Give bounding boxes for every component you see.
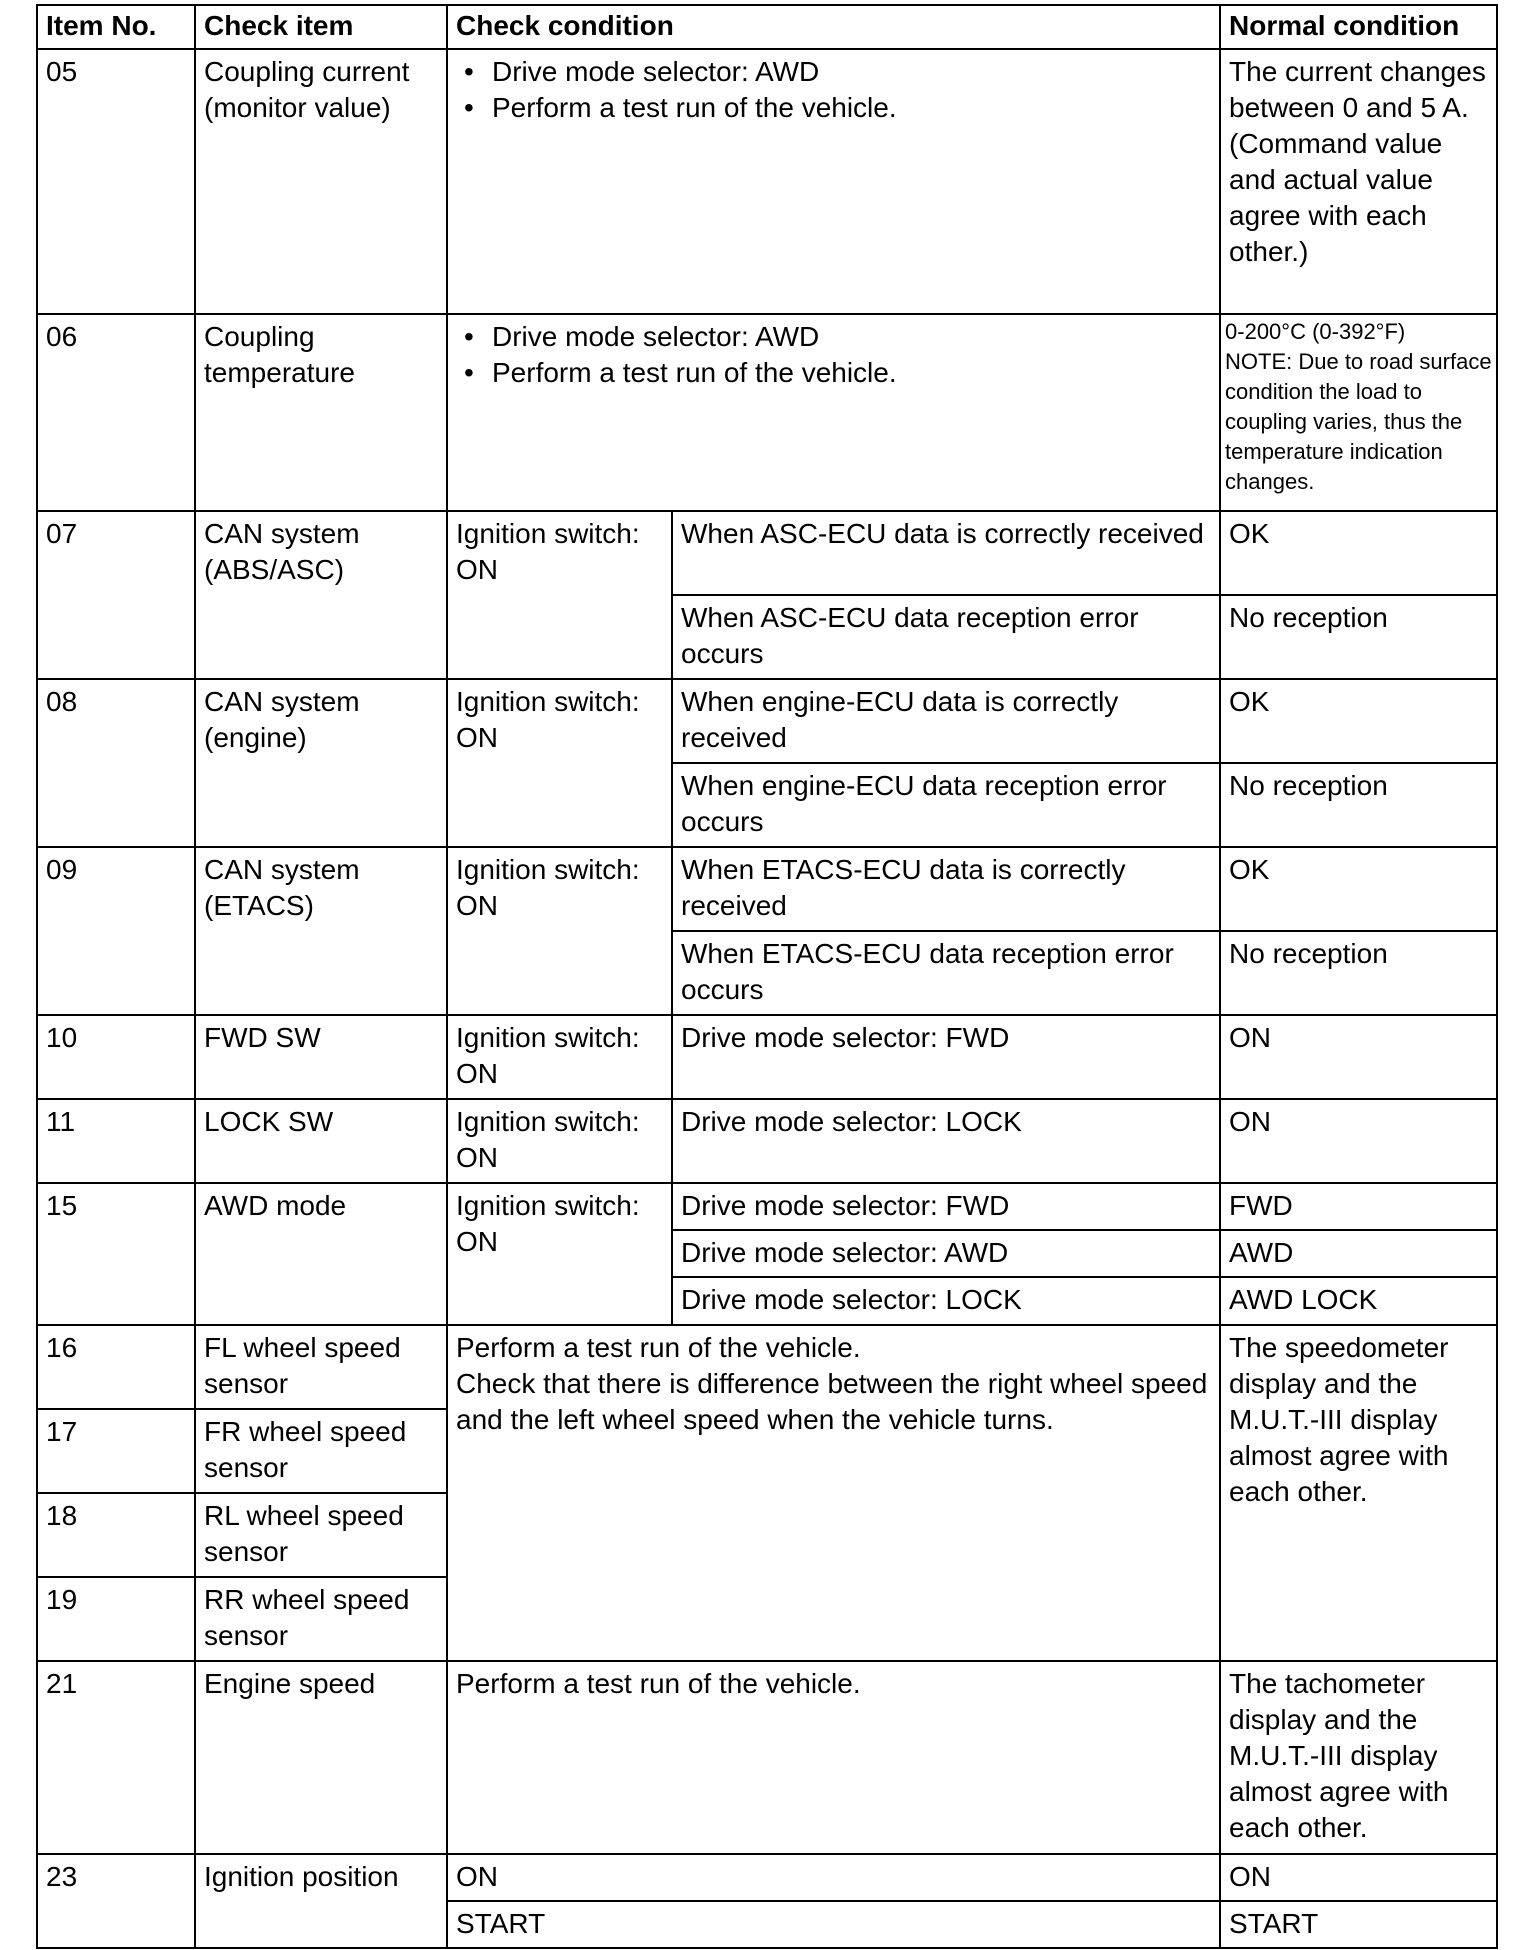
check-item: Coupling temperature: [195, 314, 447, 511]
item-no: 10: [37, 1015, 195, 1099]
item-no: 16: [37, 1325, 195, 1409]
check-table: [36, 4, 1498, 1949]
normal-condition: No reception: [1220, 931, 1497, 1015]
ignition-condition: Ignition switch: ON: [447, 511, 672, 679]
normal-condition: START: [1220, 1901, 1497, 1948]
sub-condition: Drive mode selector: FWD: [672, 1183, 1220, 1230]
normal-condition: No reception: [1220, 595, 1497, 679]
item-no: 08: [37, 679, 195, 847]
check-condition: START: [447, 1901, 1220, 1948]
ignition-condition: Ignition switch: ON: [447, 847, 672, 1015]
sub-condition: Drive mode selector: LOCK: [672, 1099, 1220, 1183]
normal-condition: OK: [1220, 847, 1497, 931]
sub-condition: Drive mode selector: FWD: [672, 1015, 1220, 1099]
normal-condition: ON: [1220, 1099, 1497, 1183]
check-item: CAN system (ABS/ASC): [195, 511, 447, 679]
ignition-condition: Ignition switch: ON: [447, 1183, 672, 1325]
sub-condition: When ETACS-ECU data reception error occurs: [672, 931, 1220, 1015]
normal-condition: The current changes between 0 and 5 A. (Command value and actual value agree with each other.): [1220, 49, 1497, 314]
check-condition: ON: [447, 1854, 1220, 1901]
item-no: 21: [37, 1661, 195, 1854]
item-no: 15: [37, 1183, 195, 1325]
item-no: 06: [37, 314, 195, 511]
check-item: Coupling current (monitor value): [195, 49, 447, 314]
check-condition: [447, 1325, 1220, 1661]
sub-condition: Drive mode selector: LOCK: [672, 1277, 1220, 1325]
check-condition: [447, 49, 1220, 314]
bullet-item: • Perform a test run of the vehicle.: [464, 357, 897, 388]
condition-line: Perform a test run of the vehicle.: [456, 1332, 861, 1363]
sub-condition: Drive mode selector: AWD: [672, 1230, 1220, 1277]
sub-condition: When ASC-ECU data is correctly received: [672, 511, 1220, 595]
sub-condition: When engine-ECU data reception error occurs: [672, 763, 1220, 847]
item-no: 07: [37, 511, 195, 679]
table-row: [37, 314, 1497, 511]
ignition-condition: Ignition switch: ON: [447, 1015, 672, 1099]
table-row: [37, 679, 1497, 763]
check-item: Ignition position: [195, 1854, 447, 1948]
normal-condition: The tachometer display and the M.U.T.-III display almost agree with each other.: [1220, 1661, 1497, 1854]
table-row: [37, 1183, 1497, 1230]
table-row: [37, 1099, 1497, 1183]
bullet-item: • Drive mode selector: AWD: [464, 321, 820, 352]
header-check-item: Check item: [195, 5, 447, 49]
item-no: 05: [37, 49, 195, 314]
sub-condition: When engine-ECU data is correctly received: [672, 679, 1220, 763]
table-row: [37, 511, 1497, 595]
normal-condition: [1220, 314, 1497, 511]
header-normal-condition: Normal condition: [1220, 5, 1497, 49]
header-check-condition: Check condition: [447, 5, 1220, 49]
sub-condition: When ETACS-ECU data is correctly received: [672, 847, 1220, 931]
check-item: Engine speed: [195, 1661, 447, 1854]
normal-condition: OK: [1220, 679, 1497, 763]
check-item: AWD mode: [195, 1183, 447, 1325]
check-item: FWD SW: [195, 1015, 447, 1099]
sub-condition: When ASC-ECU data reception error occurs: [672, 595, 1220, 679]
item-no: 09: [37, 847, 195, 1015]
check-item: CAN system (engine): [195, 679, 447, 847]
normal-condition: No reception: [1220, 763, 1497, 847]
check-item: FL wheel speed sensor: [195, 1325, 447, 1409]
check-item: FR wheel speed sensor: [195, 1409, 447, 1493]
item-no: 18: [37, 1493, 195, 1577]
table-row: [37, 1661, 1497, 1854]
ignition-condition: Ignition switch: ON: [447, 679, 672, 847]
table-row: [37, 1854, 1497, 1901]
item-no: 17: [37, 1409, 195, 1493]
check-item: LOCK SW: [195, 1099, 447, 1183]
normal-condition: AWD LOCK: [1220, 1277, 1497, 1325]
ignition-condition: Ignition switch: ON: [447, 1099, 672, 1183]
condition-line: Check that there is difference between the right wheel speed and the left wheel speed when the vehicle turns.: [456, 1368, 1208, 1435]
table-row: [37, 847, 1497, 931]
table-row: [37, 1015, 1497, 1099]
check-condition: [447, 314, 1220, 511]
normal-condition: AWD: [1220, 1230, 1497, 1277]
table-row: [37, 1325, 1497, 1409]
normal-condition: ON: [1220, 1854, 1497, 1901]
normal-condition: FWD: [1220, 1183, 1497, 1230]
item-no: 11: [37, 1099, 195, 1183]
check-item: CAN system (ETACS): [195, 847, 447, 1015]
bullet-item: • Drive mode selector: AWD: [464, 56, 820, 87]
item-no: 19: [37, 1577, 195, 1661]
normal-condition: The speedometer display and the M.U.T.-III display almost agree with each other.: [1220, 1325, 1497, 1661]
item-no: 23: [37, 1854, 195, 1948]
header-item-no: Item No.: [37, 5, 195, 49]
temperature-range: 0-200°C (0-392°F): [1225, 319, 1406, 344]
table-header-row: [37, 5, 1497, 49]
table-row: [37, 49, 1497, 314]
bullet-item: • Perform a test run of the vehicle.: [464, 92, 897, 123]
check-item: RL wheel speed sensor: [195, 1493, 447, 1577]
normal-condition: ON: [1220, 1015, 1497, 1099]
check-condition: Perform a test run of the vehicle.: [447, 1661, 1220, 1854]
check-item: RR wheel speed sensor: [195, 1577, 447, 1661]
temperature-note: NOTE: Due to road surface condition the load to coupling varies, thus the temperature indication changes.: [1225, 349, 1492, 494]
normal-condition: OK: [1220, 511, 1497, 595]
